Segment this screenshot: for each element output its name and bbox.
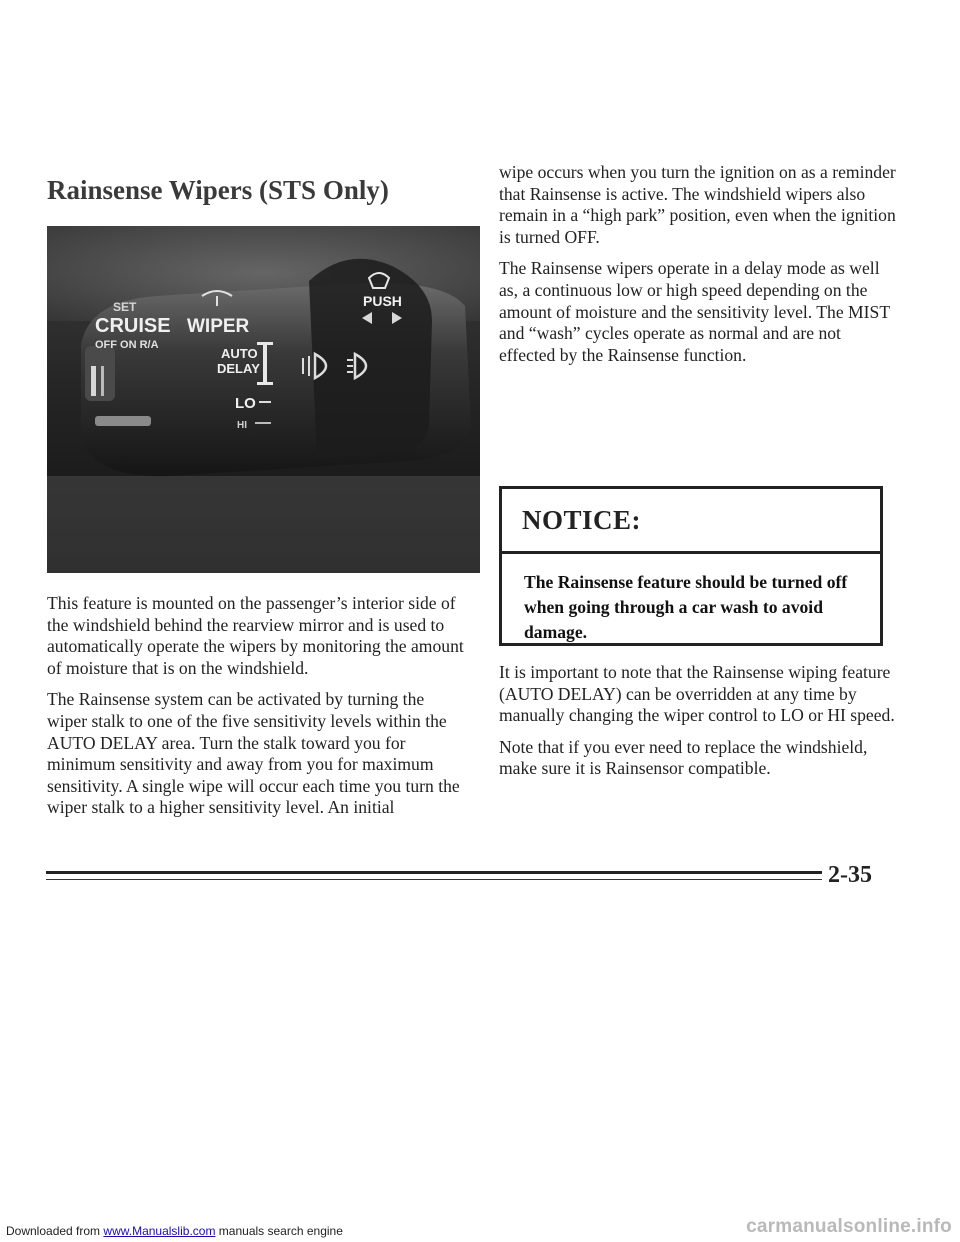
label-set: SET <box>113 300 137 314</box>
paragraph-activation: The Rainsense system can be activated by turning the wiper stalk to one of the five sensitivity levels within the AUTO DELAY area. Turn the stalk toward you for minimum sensitivity and away from you for maximum sensitivity. A single wipe will occur each time you turn the wiper stalk to a higher sensitivity level. An initial <box>47 689 460 818</box>
label-off-on-ra: OFF ON R/A <box>95 339 159 351</box>
notice-box <box>499 486 883 646</box>
label-cruise: CRUISE <box>95 315 171 337</box>
section-title: Rainsense Wipers (STS Only) <box>47 175 389 205</box>
label-lo: LO <box>235 395 256 412</box>
label-wiper: WIPER <box>187 316 250 337</box>
page-number: 2-35 <box>828 862 872 888</box>
notice-heading: NOTICE: <box>502 489 880 554</box>
download-attribution <box>6 1224 343 1238</box>
wiper-stalk-photo <box>47 226 480 573</box>
paragraph-override: It is important to note that the Rainsense wiping feature (AUTO DELAY) can be overridden at any time by manually changing the wiper control to LO or HI speed. <box>499 662 895 726</box>
right-column-top <box>499 162 899 376</box>
left-column <box>47 593 467 829</box>
download-prefix: Downloaded from <box>6 1224 101 1238</box>
footer-rule-thin <box>46 879 822 880</box>
paragraph-feature-location: This feature is mounted on the passenger’s interior side of the windshield behind the rearview mirror and is used to automatically operate the wipers by monitoring the amount of moisture that is on the windshield. <box>47 593 464 678</box>
footer-rule-thick <box>46 871 822 874</box>
paragraph-delay-mode: The Rainsense wipers operate in a delay mode as well as, a continuous low or high speed depending on the amount of moisture and the sensitivity level. The MIST and “wash” cycles operate as normal and are not effected by the Rainsense function. <box>499 258 890 365</box>
paragraph-windshield-replace: Note that if you ever need to replace the windshield, make sure it is Rainsensor compatible. <box>499 736 868 779</box>
blank-area <box>0 995 960 1242</box>
wiper-stalk-illustration <box>47 226 480 573</box>
label-delay: DELAY <box>217 361 260 376</box>
label-hi: HI <box>237 420 247 431</box>
download-suffix: manuals search engine <box>218 1224 343 1238</box>
notice-body: The Rainsense feature should be turned off when going through a car wash to avoid damage. <box>524 572 848 642</box>
right-column-bottom <box>499 662 899 790</box>
label-auto: AUTO <box>221 346 258 361</box>
manualslib-link[interactable]: www.Manualslib.com <box>103 1224 216 1238</box>
paragraph-initial-wipe: wipe occurs when you turn the ignition on as a reminder that Rainsense is active. The windshield wipers also remain in a “high park” position, even when the ignition is turned OFF. <box>499 162 896 247</box>
watermark-text: carmanualsonline.info <box>746 1216 952 1237</box>
label-push: PUSH <box>363 293 402 309</box>
